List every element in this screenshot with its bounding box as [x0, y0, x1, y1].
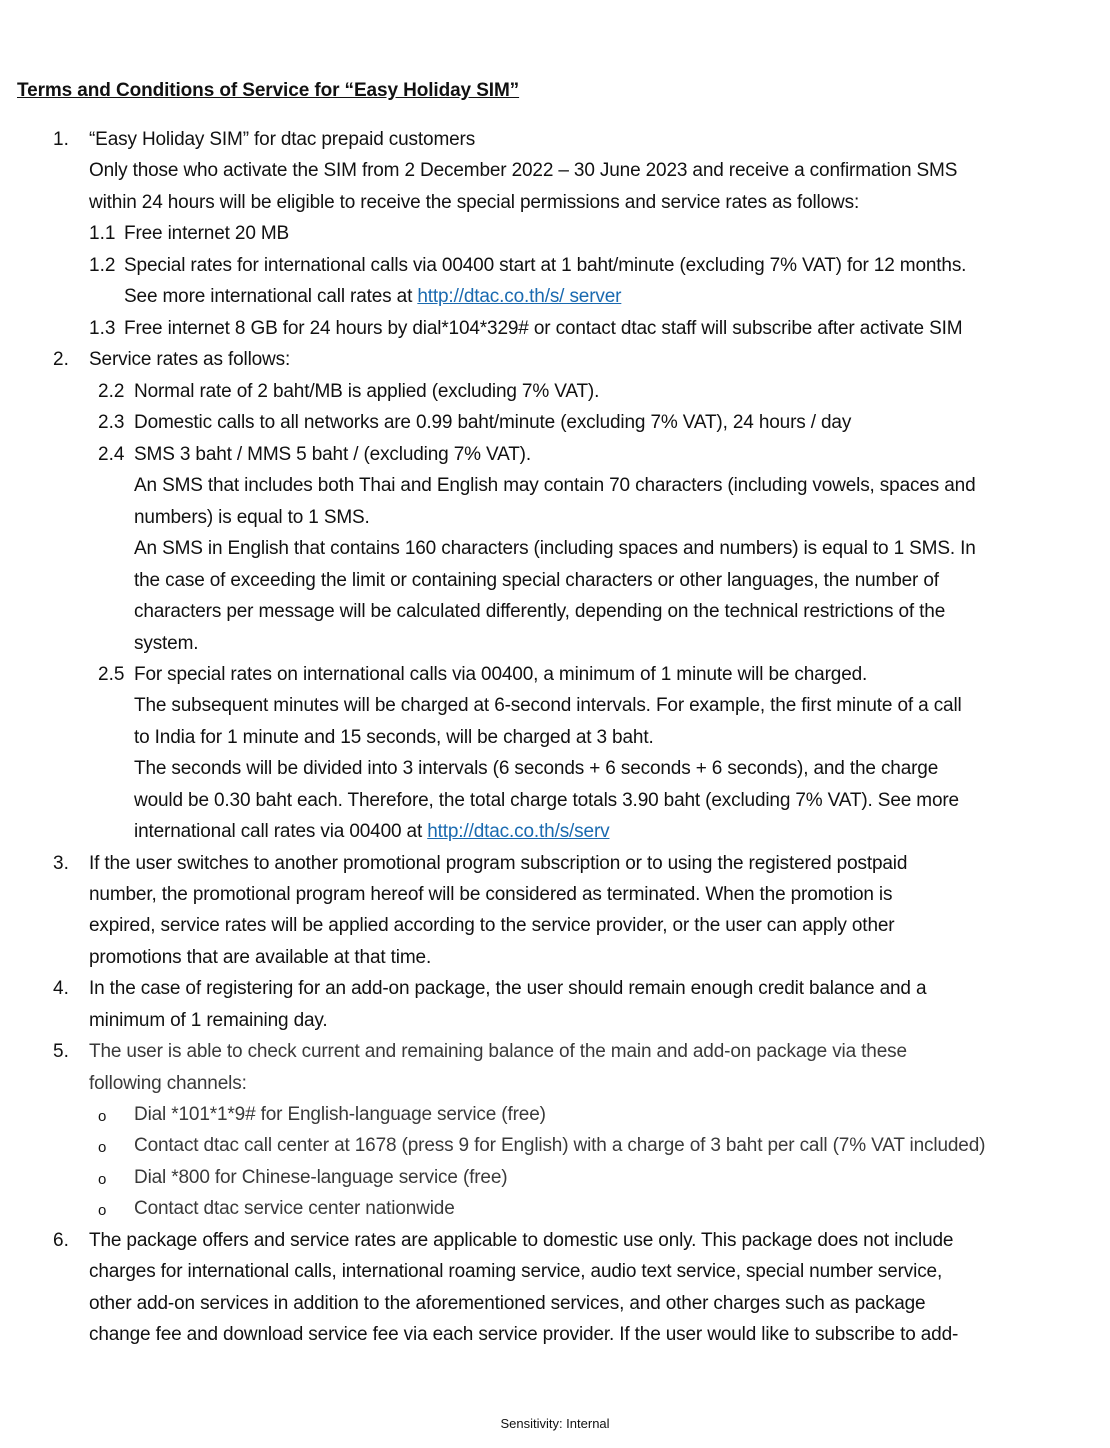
item-4-number: 4. — [53, 978, 69, 999]
item-3-line-4: promotions that are available at that time. — [89, 947, 432, 968]
page-title: Terms and Conditions of Service for “Easy Holiday SIM” — [17, 80, 520, 101]
sub-2-5-cont-1: The subsequent minutes will be charged at 6-second intervals. For example, the first minute of a call — [134, 695, 962, 716]
bullet-marker-4: o — [98, 1202, 107, 1219]
sub-2-5-cont-3: The seconds will be divided into 3 intervals (6 seconds + 6 seconds + 6 seconds), and the charge — [134, 758, 939, 779]
bullet-text-4: Contact dtac service center nationwide — [134, 1198, 455, 1219]
bullet-text-2: Contact dtac call center at 1678 (press 9 for English) with a charge of 3 baht per call (7% VAT included) — [134, 1135, 986, 1156]
item-6-line-2: charges for international calls, international roaming service, audio text service, special number service, — [89, 1261, 943, 1282]
item-4-line-2: minimum of 1 remaining day. — [89, 1010, 328, 1031]
sub-2-5-cont-4: would be 0.30 baht each. Therefore, the total charge totals 3.90 baht (excluding 7% VAT). See more — [134, 790, 959, 811]
item-6-line-1: The package offers and service rates are applicable to domestic use only. This package does not include — [89, 1230, 954, 1251]
item-3-number: 3. — [53, 853, 69, 874]
bullet-marker-2: o — [98, 1139, 107, 1156]
item-5-line-1: The user is able to check current and remaining balance of the main and add-on package via these — [89, 1041, 907, 1062]
item-6-line-3: other add-on services in addition to the aforementioned services, and other charges such as package — [89, 1293, 926, 1314]
bullet-marker-3: o — [98, 1171, 107, 1188]
item-1-line-3: within 24 hours will be eligible to receive the special permissions and service rates as follows: — [89, 192, 860, 213]
bullet-text-1: Dial *101*1*9# for English-language service (free) — [134, 1104, 546, 1125]
rates-link-server[interactable]: http://dtac.co.th/s/ server — [417, 286, 622, 307]
sub-2-3-text: Domestic calls to all networks are 0.99 baht/minute (excluding 7% VAT), 24 hours / day — [134, 412, 852, 433]
item-2-line-1: Service rates as follows: — [89, 349, 291, 370]
sub-1-3-number: 1.3 — [89, 318, 116, 339]
sub-1-2-text: Special rates for international calls via 00400 start at 1 baht/minute (excluding 7% VAT) for 12 months. — [124, 255, 967, 276]
sub-2-5-text: For special rates on international calls via 00400, a minimum of 1 minute will be charged. — [134, 664, 868, 685]
item-3-line-3: expired, service rates will be applied according to the service provider, or the user can apply other — [89, 915, 895, 936]
item-2-number: 2. — [53, 349, 69, 370]
bullet-marker-1: o — [98, 1108, 107, 1125]
sub-2-4-cont-6: system. — [134, 633, 199, 654]
sub-2-5-cont-2: to India for 1 minute and 15 seconds, will be charged at 3 baht. — [134, 727, 654, 748]
item-1-line-1: “Easy Holiday SIM” for dtac prepaid customers — [89, 129, 476, 150]
sub-2-5-number: 2.5 — [98, 664, 125, 685]
sub-2-4-cont-5: characters per message will be calculated differently, depending on the technical restrictions of the — [134, 601, 946, 622]
item-3-line-1: If the user switches to another promotional program subscription or to using the registered postpaid — [89, 853, 908, 874]
sub-2-2-number: 2.2 — [98, 381, 125, 402]
sub-1-1-number: 1.1 — [89, 223, 116, 244]
sub-2-5-last-text: international call rates via 00400 at — [134, 821, 428, 842]
sub-2-4-cont-3: An SMS in English that contains 160 characters (including spaces and numbers) is equal to 1 SMS. In — [134, 538, 976, 559]
sub-1-1-text: Free internet 20 MB — [124, 223, 290, 244]
sub-1-2-cont-text: See more international call rates at — [124, 286, 418, 307]
sub-1-3-text: Free internet 8 GB for 24 hours by dial*104*329# or contact dtac staff will subscribe after activate SIM — [124, 318, 963, 339]
item-3-line-2: number, the promotional program hereof will be considered as terminated. When the promotion is — [89, 884, 893, 905]
item-1-line-2: Only those who activate the SIM from 2 December 2022 – 30 June 2023 and receive a confirmation SMS — [89, 160, 958, 181]
rates-link-serv[interactable]: http://dtac.co.th/s/serv — [427, 821, 610, 842]
item-5-number: 5. — [53, 1041, 69, 1062]
sensitivity-label: Sensitivity: Internal — [500, 1416, 610, 1431]
item-4-line-1: In the case of registering for an add-on package, the user should remain enough credit balance and a — [89, 978, 927, 999]
sub-1-2-number: 1.2 — [89, 255, 116, 276]
sub-2-2-text: Normal rate of 2 baht/MB is applied (excluding 7% VAT). — [134, 381, 600, 402]
sub-2-4-number: 2.4 — [98, 444, 125, 465]
item-6-line-4: change fee and download service fee via each service provider. If the user would like to subscribe to add- — [89, 1324, 959, 1345]
bullet-text-3: Dial *800 for Chinese-language service (free) — [134, 1167, 508, 1188]
sub-2-4-cont-1: An SMS that includes both Thai and English may contain 70 characters (including vowels, spaces and — [134, 475, 976, 496]
sub-2-4-cont-4: the case of exceeding the limit or containing special characters or other languages, the number of — [134, 570, 939, 591]
item-5-line-2: following channels: — [89, 1073, 247, 1094]
sub-2-3-number: 2.3 — [98, 412, 125, 433]
item-6-number: 6. — [53, 1230, 69, 1251]
sub-2-4-cont-2: numbers) is equal to 1 SMS. — [134, 507, 370, 528]
sub-1-2-continuation — [124, 285, 621, 309]
sub-2-5-last-line — [134, 820, 609, 844]
item-1-number: 1. — [53, 129, 69, 150]
sub-2-4-text: SMS 3 baht / MMS 5 baht / (excluding 7% VAT). — [134, 444, 531, 465]
